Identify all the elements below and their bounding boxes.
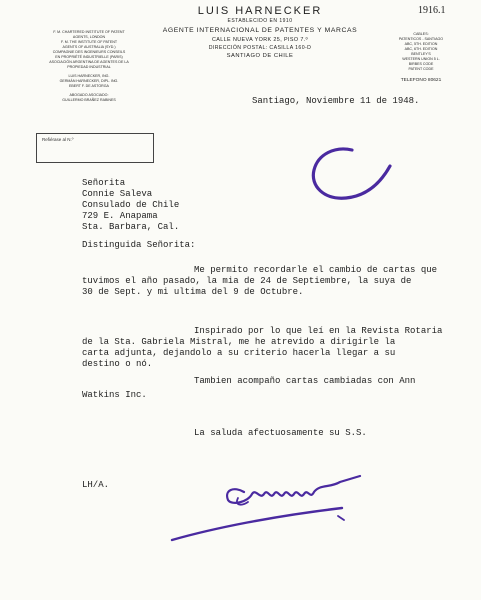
paragraph-line: Tambien acompaño cartas cambiadas con Ann	[194, 376, 416, 386]
letterhead-left-column	[24, 30, 154, 107]
lawyer-line: GUILLERMO BRAÑEZ RABINES	[62, 98, 116, 102]
partners-block	[24, 74, 154, 89]
archive-number: 1916.1	[418, 5, 446, 16]
affiliations-block	[24, 30, 154, 70]
cable-line: ABC, 6TH. EDITION	[404, 47, 438, 51]
established-line: ESTABLECIDO EN 1910	[227, 18, 293, 24]
partner-line: LUIS HARNECKER, ING.	[68, 74, 110, 78]
affiliation-line: AGENTS OF AUSTRALIA (SYD.)	[62, 45, 116, 49]
paragraph-line: destino o nó.	[82, 359, 153, 369]
typist-initials: LH/A.	[82, 480, 110, 490]
cable-line: BENTLEY'S	[411, 52, 431, 56]
addressee-line: Sta. Barbara, Cal.	[82, 222, 180, 232]
paragraph-line: 30 de Sept. y mi ultima del 9 de Octubre.	[82, 287, 304, 297]
cable-line: PATENTICOS - SANTIAGO	[398, 37, 444, 41]
partner-line: GERMÁN HARNECKER, DIPL. ING.	[59, 79, 119, 83]
reference-box	[36, 133, 154, 163]
letterhead-center	[160, 5, 360, 59]
cable-line: CABLES:	[413, 32, 429, 36]
paragraph-line: carta adjunta, dejandolo a su criterio hacerla llegar a su	[82, 348, 396, 358]
telephone-line: TELEFONO 80621	[400, 78, 442, 83]
signature-icon	[164, 470, 384, 550]
addressee-line: Señorita	[82, 178, 126, 188]
street-address: CALLE NUEVA YORK 25, PISO 7.º	[211, 37, 309, 43]
affiliation-line: COMPAGNIE DES INGENIEURS CONSEILS	[52, 50, 126, 54]
partner-line: EBERT F. DE ASTORGA	[69, 84, 109, 88]
firm-title: AGENTE INTERNACIONAL DE PATENTES Y MARCAS	[162, 27, 358, 34]
paragraph-3	[82, 376, 462, 402]
cable-line: PATENT CODE	[408, 67, 434, 71]
affiliation-line: ASOCIACIÓN ARGENTINA DE AGENTES DE LA	[49, 60, 129, 64]
city-line: SANTIAGO DE CHILE	[226, 53, 294, 59]
paragraph-line: Inspirado por lo que leí en la Revista Rotaria	[194, 326, 443, 336]
firm-name: LUIS HARNECKER	[197, 5, 323, 17]
closing-line: La saluda afectuosamente su S.S.	[194, 428, 367, 438]
lawyer-block	[24, 93, 154, 103]
affiliation-line: F. M. THE INSTITUTE OF PATENT	[60, 40, 118, 44]
cable-line: ABC, 5TH. EDITION	[404, 42, 438, 46]
affiliation-line: PROPIEDAD INDUSTRIAL	[67, 65, 111, 69]
paragraph-line: tuvimos el año pasado, la mia de 24 de Septiembre, la suya de	[82, 276, 412, 286]
addressee-block	[82, 178, 342, 238]
addressee-line: 729 E. Anapama	[82, 211, 158, 221]
affiliation-line: EN PROPRIÉTÉ INDUSTRIELLE (PARIS)	[55, 55, 123, 59]
cable-line: BIRBES CODE	[408, 62, 434, 66]
reference-label: Refiérase al N.º	[42, 137, 74, 142]
letterhead-right-column	[382, 32, 460, 83]
paragraph-2	[82, 326, 462, 374]
affiliation-line: F. M. CHARTERED INSTITUTE OF PATENT	[53, 30, 125, 34]
closing	[82, 428, 462, 440]
paragraph-line: Watkins Inc.	[82, 390, 147, 400]
addressee-line: Connie Saleva	[82, 189, 153, 199]
paragraph-1	[82, 265, 462, 301]
paragraph-line: de la Sta. Gabriela Mistral, me he atrevido a dirigirle la	[82, 337, 396, 347]
letter-date: Santiago, Noviembre 11 de 1948.	[252, 96, 420, 106]
greeting: Distinguida Señorita:	[82, 240, 196, 250]
postal-address: DIRECCIÓN POSTAL: CASILLA 160-D	[208, 45, 312, 51]
addressee-line: Consulado de Chile	[82, 200, 180, 210]
paragraph-line: Me permito recordarle el cambio de cartas que	[194, 265, 438, 275]
lawyer-line: ABOGADO ASOCIADO:	[69, 93, 109, 97]
cable-line: WESTERN UNION 5 L.	[402, 57, 440, 61]
affiliation-line: AGENTS, LONDON	[72, 35, 106, 39]
